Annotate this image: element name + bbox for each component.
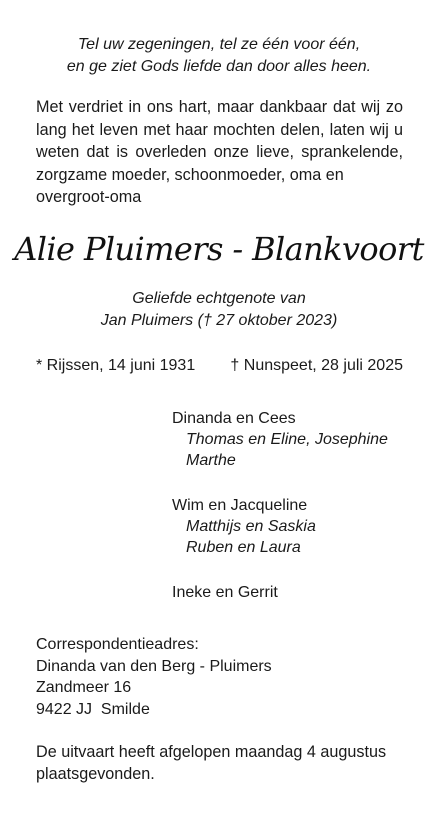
funeral-text: De uitvaart heeft afgelopen maandag 4 augustus	[36, 743, 387, 761]
life-dates	[36, 355, 403, 377]
funeral-last-line: plaatsgevonden.	[36, 765, 155, 783]
family-child: Thomas en Eline, Josephine	[186, 431, 388, 448]
family-child: Matthijs en Saskia	[186, 518, 316, 535]
intro-last-line: overgroot-oma	[36, 188, 142, 206]
family-couple: Dinanda en Cees	[172, 410, 296, 427]
funeral-note	[36, 741, 403, 785]
correspondence-city: 9422 JJ Smilde	[36, 700, 150, 718]
birth-date: * Rijssen, 14 juni 1931	[36, 357, 196, 374]
family-group-1	[172, 408, 412, 471]
verse-line-2: en ge ziet Gods liefde dan door alles heen.	[66, 58, 372, 75]
correspondence-heading: Correspondentieadres:	[36, 636, 199, 653]
spouse-line-2: Jan Pluimers († 27 oktober 2023)	[100, 312, 338, 329]
intro-paragraph	[36, 96, 403, 209]
family-child: Ruben en Laura	[186, 539, 301, 556]
spouse-line-1: Geliefde echtgenote van	[132, 290, 306, 307]
family-couple: Ineke en Gerrit	[172, 584, 278, 601]
correspondence-address	[36, 634, 403, 720]
family-couple: Wim en Jacqueline	[172, 497, 308, 514]
deceased-name: Alie Pluimers - Blankvoort	[14, 230, 424, 268]
verse	[0, 34, 438, 78]
intro-text: Met verdriet in ons hart, maar dankbaar dat wij zo lang het leven met haar mochten delen, laten wij u weten dat is overleden onze lieve, sprankelende, zorgzame moeder, schoonmoeder, oma en	[36, 98, 403, 184]
family-group-3	[172, 582, 412, 603]
family-group-2	[172, 495, 412, 558]
correspondence-name: Dinanda van den Berg - Pluimers	[36, 657, 272, 675]
spouse-info	[0, 288, 438, 332]
verse-line-1: Tel uw zegeningen, tel ze één voor één,	[77, 36, 361, 53]
correspondence-street: Zandmeer 16	[36, 679, 132, 696]
death-date: † Nunspeet, 28 juli 2025	[230, 357, 403, 374]
family-child: Marthe	[186, 452, 236, 469]
